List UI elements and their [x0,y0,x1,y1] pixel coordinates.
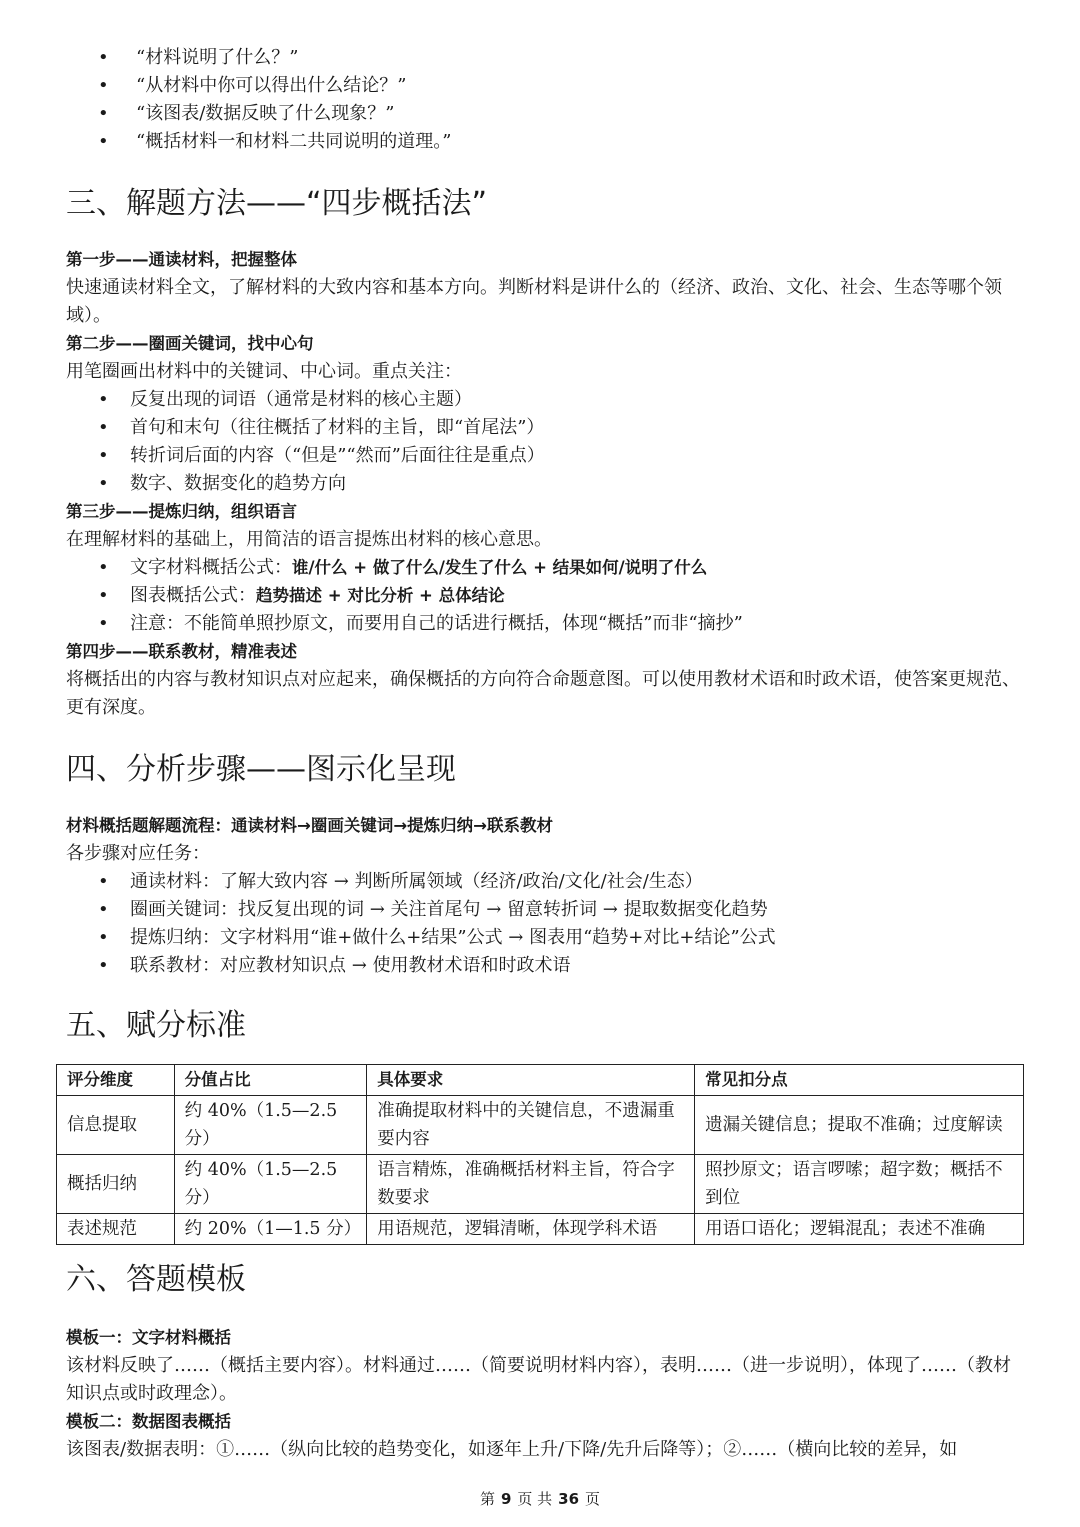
list-item: • 注意：不能简单照抄原文，而要用自己的话进行概括，体现“概括”而非“摘抄” [66,610,1026,638]
table-cell: 用语口语化；逻辑混乱；表述不准确 [695,1214,1024,1245]
list-item: • “概括材料一和材料二共同说明的道理。” [66,128,1026,156]
section-6-title: 六、答题模板 [66,1262,246,1297]
table-cell: 用语规范，逻辑清晰，体现学科术语 [367,1214,695,1245]
flow-title: 材料概括题解题流程：通读材料→圈画关键词→提炼归纳→联系教材 [66,816,553,835]
list-item: • “从材料中你可以得出什么结论？” [66,72,1026,100]
step-3-text: 在理解材料的基础上，用简洁的语言提炼出材料的核心意思。 [66,529,552,550]
list-item: • 首句和末句（往往概括了材料的主旨，即“首尾法”） [66,414,1026,442]
question-list [66,44,1026,156]
step-4-text: 将概括出的内容与教材知识点对应起来，确保概括的方向符合命题意图。可以使用教材术语和时政术语，使答案更规范、更有深度。 [66,669,1020,718]
table-header-cell: 评分维度 [57,1065,175,1096]
template-1-title: 模板一：文字材料概括 [66,1328,231,1347]
formula-label: 图表概括公式： [130,585,256,606]
table-cell: 约 40%（1.5—2.5 分） [174,1096,367,1155]
table-cell: 遗漏关键信息；提取不准确；过度解读 [695,1096,1024,1155]
step-4-title: 第四步——联系教材，精准表述 [66,642,297,661]
scoring-table [56,1064,1024,1245]
list-item: • “材料说明了什么？” [66,44,1026,72]
list-item: • 转折词后面的内容（“但是”“然而”后面往往是重点） [66,442,1026,470]
list-item: • 提炼归纳：文字材料用“谁+做什么+结果”公式 → 图表用“趋势+对比+结论”公式 [66,924,1026,952]
list-item: • 通读材料：了解大致内容 → 判断所属领域（经济/政治/文化/社会/生态） [66,868,1026,896]
footer-suffix: 页 [585,1490,601,1508]
template-2-title: 模板二：数据图表概括 [66,1412,231,1431]
flow-list [66,868,1026,980]
table-cell: 概括归纳 [57,1155,175,1214]
step-1-text: 快速通读材料全文，了解材料的大致内容和基本方向。判断材料是讲什么的（经济、政治、文化、社会、生态等哪个领域）。 [66,277,1002,326]
flow-intro: 各步骤对应任务： [66,843,210,864]
section-4-title: 四、分析步骤——图示化呈现 [66,752,456,787]
list-item: • 联系教材：对应教材知识点 → 使用教材术语和时政术语 [66,952,1026,980]
step-3-list [66,554,1026,638]
table-header-cell: 具体要求 [367,1065,695,1096]
section-3-title: 三、解题方法——“四步概括法” [66,186,488,221]
table-header-cell: 分值占比 [174,1065,367,1096]
list-item: • “该图表/数据反映了什么现象？” [66,100,1026,128]
table-cell: 语言精炼，准确概括材料主旨，符合字数要求 [367,1155,695,1214]
list-item: • 圈画关键词：找反复出现的词 → 关注首尾句 → 留意转折词 → 提取数据变化趋势 [66,896,1026,924]
step-2-text: 用笔圈画出材料中的关键词、中心词。重点关注： [66,361,462,382]
document-page [66,44,1026,1460]
step-2-title: 第二步——圈画关键词，找中心句 [66,334,314,353]
formula-label: 文字材料概括公式： [130,557,292,578]
table-cell: 信息提取 [57,1096,175,1155]
step-3-title: 第三步——提炼归纳，组织语言 [66,502,297,521]
step-2-list [66,386,1026,498]
page-footer [0,1488,1080,1509]
table-cell: 约 40%（1.5—2.5 分） [174,1155,367,1214]
table-cell: 表述规范 [57,1214,175,1245]
step-1-title: 第一步——通读材料，把握整体 [66,250,297,269]
total-page-number: 36 [558,1490,580,1508]
table-row [57,1096,1024,1155]
table-header-row [57,1065,1024,1096]
footer-mid: 页 共 [517,1490,553,1508]
current-page-number: 9 [500,1490,512,1508]
text-formula: 谁/什么 + 做了什么/发生了什么 + 结果如何/说明了什么 [292,558,708,577]
template-2-text: 该图表/数据表明：①……（纵向比较的趋势变化，如逐年上升/下降/先升后降等）；②……（横向比较的差异，如 [66,1439,958,1460]
list-item [66,582,1026,610]
table-cell: 照抄原文；语言啰嗦；超字数；概括不到位 [695,1155,1024,1214]
list-item: • 反复出现的词语（通常是材料的核心主题） [66,386,1026,414]
footer-prefix: 第 [479,1490,495,1508]
table-header-cell: 常见扣分点 [695,1065,1024,1096]
section-5-title: 五、赋分标准 [66,1008,246,1043]
section-6 [66,1260,1026,1464]
chart-formula: 趋势描述 + 对比分析 + 总体结论 [256,586,505,605]
table-row [57,1214,1024,1245]
table-cell: 约 20%（1—1.5 分） [174,1214,367,1245]
list-item [66,554,1026,582]
table-row [57,1155,1024,1214]
table-cell: 准确提取材料中的关键信息，不遗漏重要内容 [367,1096,695,1155]
template-1-text: 该材料反映了……（概括主要内容）。材料通过……（简要说明材料内容），表明……（进一步说明），体现了……（教材知识点或时政理念）。 [66,1355,1011,1404]
list-item: • 数字、数据变化的趋势方向 [66,470,1026,498]
